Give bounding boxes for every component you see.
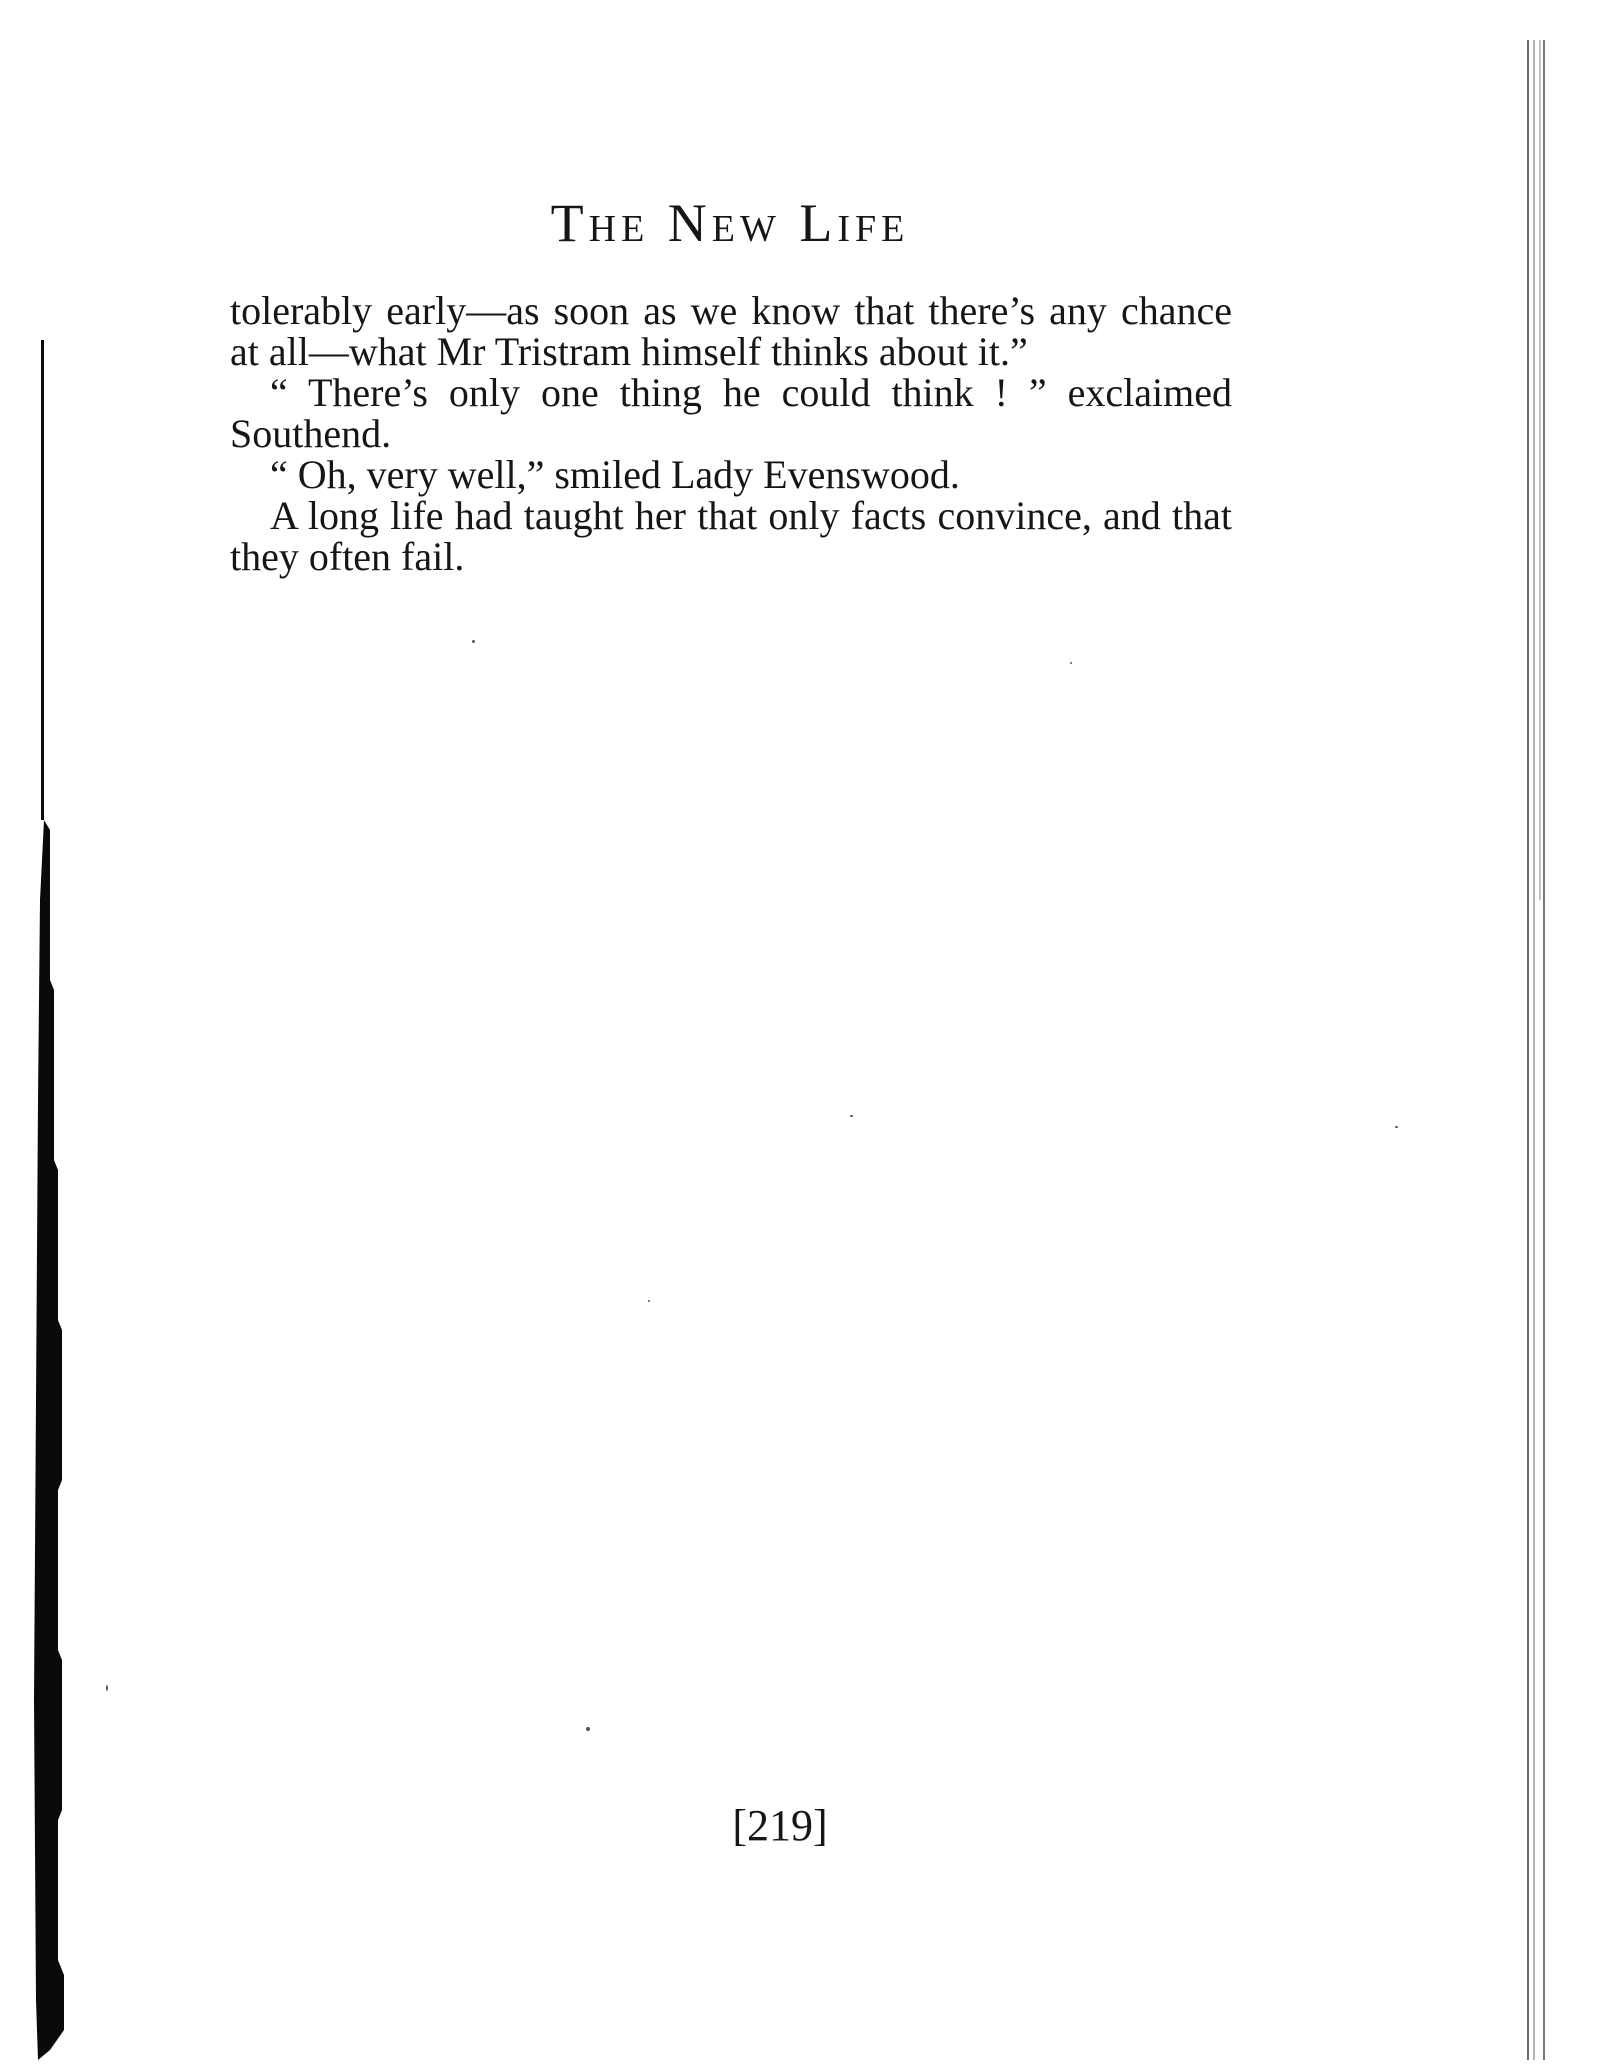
scan-speck	[1395, 1126, 1398, 1128]
scan-edge-left	[0, 0, 70, 2072]
binding-line	[41, 340, 44, 820]
page-number: [219]	[732, 1801, 828, 1850]
binding-notch	[42, 1360, 54, 1366]
binding-notch	[42, 1540, 56, 1548]
body-text	[230, 290, 1232, 577]
binding-shadow	[34, 820, 64, 2060]
scan-speck	[106, 1685, 108, 1691]
paragraph: “ Oh, very well,” smiled Lady Evenswood.	[270, 452, 960, 497]
paragraph: tolerably early—as soon as we know that there’s any chance at all—what Mr Tristram himself thinks about it.”	[230, 288, 1232, 374]
scan-speck	[472, 640, 475, 643]
scan-speck	[648, 1300, 650, 1302]
paragraph: “ There’s only one thing he could think ! ” exclaimed Southend.	[230, 370, 1232, 456]
scan-edge-right	[1520, 0, 1560, 2072]
scan-speck	[850, 1115, 853, 1117]
scan-speck	[586, 1727, 590, 1731]
paragraph: A long life had taught her that only facts convince, and that they often fail.	[230, 493, 1232, 579]
scan-speck	[1070, 662, 1072, 664]
running-head: The New Life	[550, 193, 910, 253]
